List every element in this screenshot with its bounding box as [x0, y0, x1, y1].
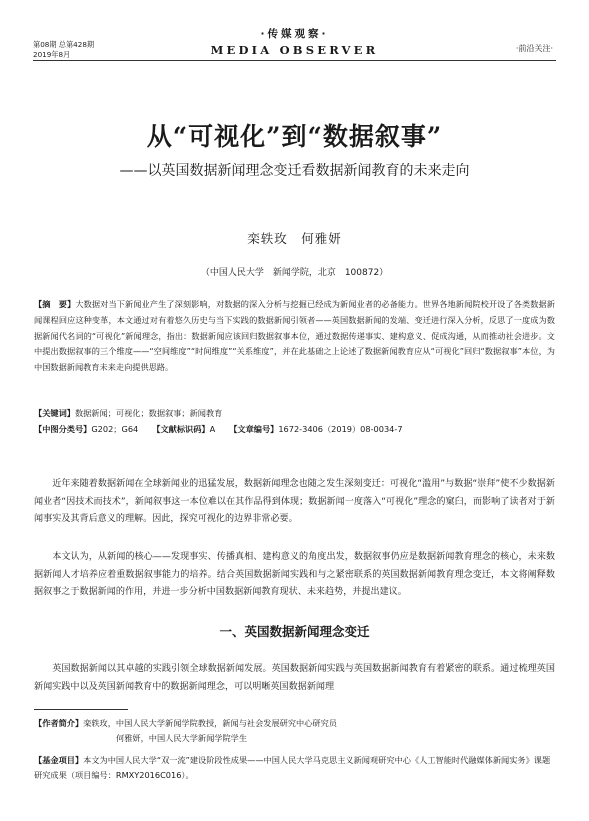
- keywords: [34, 407, 555, 419]
- doc-code-label: 【文献标识码】: [152, 424, 210, 434]
- author-bio: [34, 716, 555, 746]
- section-heading: 一、英国数据新闻理念变迁: [219, 624, 370, 639]
- issue-date: 2019年8月: [33, 50, 71, 59]
- funding-text: 本文为中国人民大学“双一流”建设阶段性成果——中国人民大学马克思主义新闻观研究中心《人工智能时代融媒体新闻实务》课题研究成果（项目编号：RMXY2016C016）。: [34, 755, 551, 780]
- author-bio-line: 何雅妍，中国人民大学新闻学院学生: [116, 733, 248, 743]
- article-title: 从“可视化”到“数据叙事”: [146, 122, 443, 151]
- keywords-text: 数据新闻；可视化；数据叙事；新闻教育: [74, 408, 223, 418]
- header-rule: [33, 60, 556, 61]
- footnote-rule: [34, 709, 128, 710]
- clc-label: 【中图分类号】: [34, 424, 92, 434]
- funding-note: [34, 753, 555, 783]
- column-name: ·前沿关注·: [515, 44, 553, 53]
- article-number-label: 【文章编号】: [229, 424, 279, 434]
- body-paragraph: 近年来随着数据新闻在全球新闻业的迅猛发展，数据新闻理念也随之发生深刻变迁：可视化“滥用”与数据“崇拜”使不少数据新闻业者“因技术而技术”，新闻叙事这一本位难以在其作品得到体现；数据新闻一度落入“可视化”理念的窠臼，而影响了读者对于新闻事实及其背后意义的理解。因此，探究可视化的边界非常必要。: [34, 479, 555, 525]
- keywords-label: 【关键词】: [34, 408, 75, 418]
- journal-name-cn: ·传媒观察·: [260, 28, 329, 40]
- body-paragraph: 英国数据新闻以其卓越的实践引领全球数据新闻发展。英国数据新闻实践与英国数据新闻教育有着紧密的联系。通过梳理英国新闻实践中以及英国新闻教育中的数据新闻理念，可以明晰英国数据新闻理: [34, 664, 555, 692]
- issue-number: 第08期 总第428期: [33, 40, 95, 49]
- article-authors: 栾轶玫 何雅妍: [247, 231, 342, 246]
- abstract: [34, 297, 555, 376]
- author-affiliation: （中国人民大学 新闻学院，北京 100872）: [200, 268, 389, 278]
- body-paragraph: 本文认为，从新闻的核心——发现事实、传播真相、建构意义的角度出发，数据叙事仍应是数据新闻教育理念的核心，未来数据新闻人才培养应着重数据叙事能力的培养。结合英国数据新闻实践和与之紧密联系的英国数据新闻教育理念变迁，本文将阐释数据叙事之于数据新闻的作用，并进一步分析中国数据新闻教育现状、未来趋势，并提出建议。: [34, 552, 555, 598]
- article-subtitle: ——以英国数据新闻理念变迁看数据新闻教育的未来走向: [119, 163, 470, 179]
- abstract-text: 大数据对当下新闻业产生了深刻影响，对数据的深入分析与挖掘已经成为新闻业者的必备能力。世界各地新闻院校开设了各类数据新闻课程回应这种变革，本文通过对有着悠久历史与当下实践的数据新闻引领者——英国数据新闻的发端、变迁进行深入分析，反思了一度成为数据新闻代名词的“可视化”新闻理念，指出：数据新闻应该回归数据叙事本位，通过数据传递事实、建构意义、促成沟通，从而推动社会进步。文中提出数据叙事的三个维度——“空间维度”“时间维度”“关系维度”，并在此基础之上论述了数据新闻教育应从“可视化”回归“数据叙事”本位，为中国数据新闻教育未来走向提供思路。: [34, 299, 555, 373]
- abstract-label: 【摘 要】: [34, 299, 76, 309]
- funding-label: 【基金项目】: [34, 755, 84, 765]
- author-bio-label: 【作者简介】: [34, 718, 84, 728]
- author-bio-line: 栾轶玫，中国人民大学新闻学院教授，新闻与社会发展研究中心研究员: [83, 718, 337, 728]
- journal-name-en: MEDIA OBSERVER: [210, 43, 379, 57]
- doc-code-value: A: [209, 424, 216, 434]
- clc-value: G202；G64: [91, 424, 139, 434]
- article-number-value: 1672-3406（2019）08-0034-7: [278, 424, 403, 434]
- classification-line: [34, 423, 555, 435]
